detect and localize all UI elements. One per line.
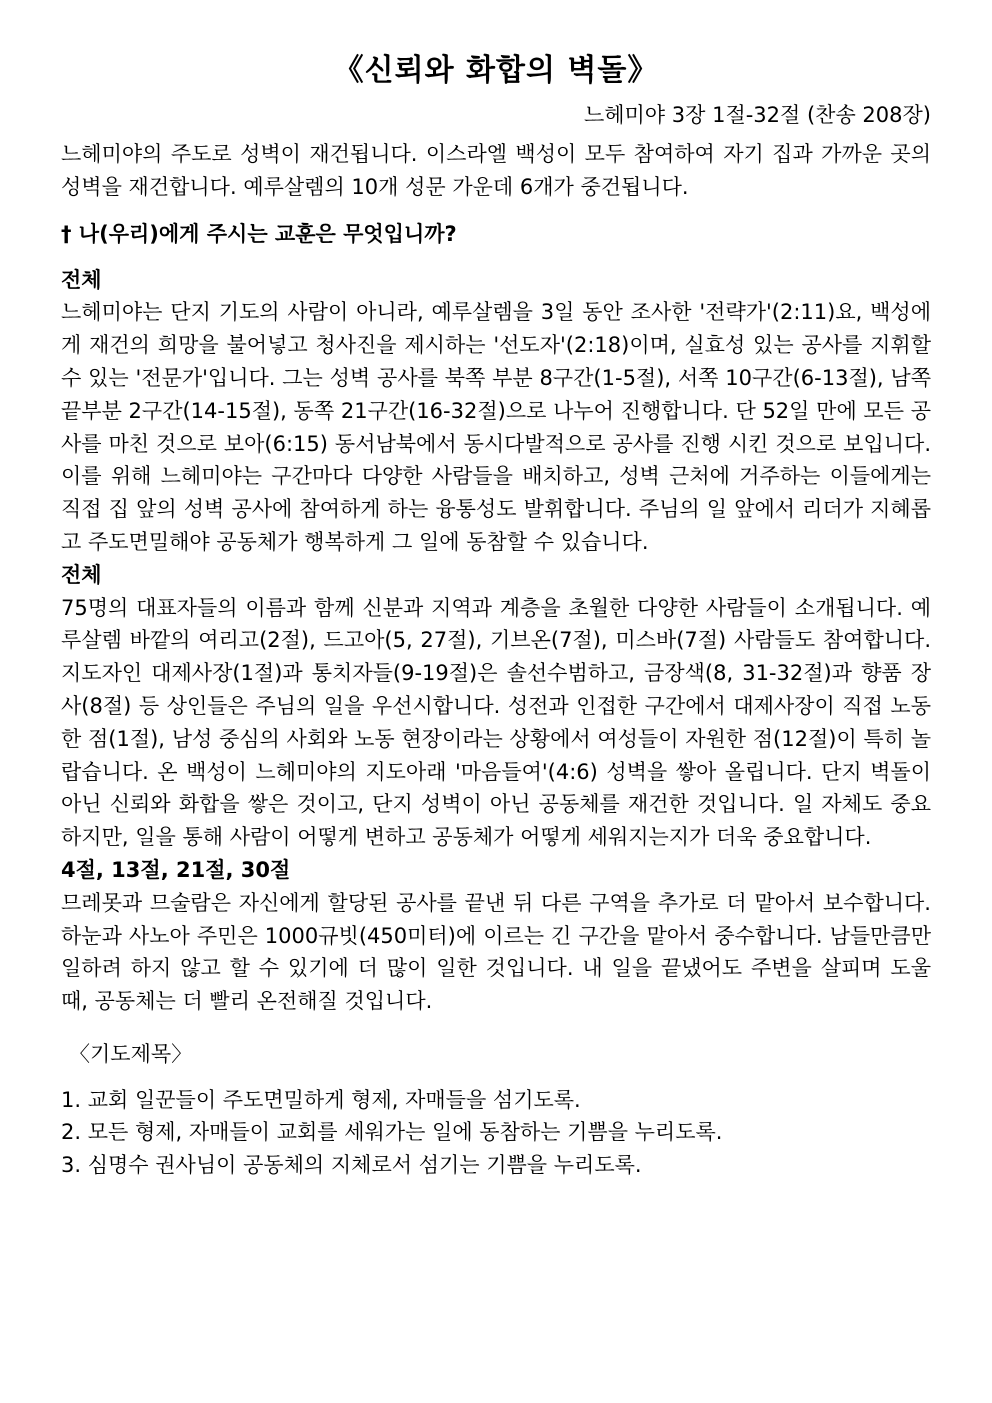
prayer-item: 2. 모든 형제, 자매들이 교회를 세워가는 일에 동참하는 기쁨을 누리도록.: [61, 1120, 723, 1145]
document-title: 《신뢰와 화합의 벽돌》: [333, 53, 659, 88]
prayer-item: 1. 교회 일꾼들이 주도면밀하게 형제, 자매들을 섬기도록.: [61, 1087, 581, 1112]
prayer-title: 〈기도제목〉: [69, 1041, 193, 1066]
prayer-item: 3. 심명수 권사님이 공동체의 지체로서 섬기는 기쁨을 누리도록.: [61, 1152, 642, 1177]
section-heading: 전체: [61, 267, 102, 292]
lesson-question: † 나(우리)에게 주시는 교훈은 무엇입니까?: [61, 221, 457, 246]
section-3: [61, 854, 931, 1018]
intro-paragraph: 느헤미야의 주도로 성벽이 재건됩니다. 이스라엘 백성이 모두 참여하여 자기 집과 가까운 곳의 성벽을 재건합니다. 예루살렘의 10개 성문 가운데 6개가 중건됩니다.: [61, 142, 931, 199]
section-heading: 4절, 13절, 21절, 30절: [61, 857, 291, 882]
section-1: [61, 264, 931, 559]
section-body: 므레못과 므술람은 자신에게 할당된 공사를 끝낸 뒤 다른 구역을 추가로 더 맡아서 보수합니다. 하눈과 사노아 주민은 1000규빗(450미터)에 이르는 긴 구간을 맡아서 중수합니다. 남들만큼만 일하려 하지 않고 할 수 있기에 더 많이 일한 것입니다. 내 일을 끝냈어도 주변을 살피며 도울 때, 공동체는 더 빨리 온전해질 것입니다.: [61, 890, 931, 1014]
section-2: [61, 559, 931, 854]
section-heading: 전체: [61, 562, 102, 587]
document-page: [61, 50, 931, 1181]
scripture-reference: 느헤미야 3장 1절-32절 (찬송 208장): [583, 103, 931, 127]
section-body: 75명의 대표자들의 이름과 함께 신분과 지역과 계층을 초월한 다양한 사람들이 소개됩니다. 예루살렘 바깥의 여리고(2절), 드고아(5, 27절), 기브온(7절), 미스바(7절) 사람들도 참여합니다. 지도자인 대제사장(1절)과 통치자들(9-19절)은 솔선수범하고, 금장색(8, 31-32절)과 향품 장사(8절) 등 상인들은 주님의 일을 우선시합니다. 성전과 인접한 구간에서 대제사장이 직접 노동한 점(1절), 남성 중심의 사회와 노동 현장이라는 상황에서 여성들이 자원한 점(12절)이 특히 놀랍습니다. 온 백성이 느헤미야의 지도아래 '마음들여'(4:6) 성벽을 쌓아 올립니다. 단지 벽돌이 아닌 신뢰와 화합을 쌓은 것이고, 단지 성벽이 아닌 공동체를 재건한 것입니다. 일 자체도 중요하지만, 일을 통해 사람이 어떻게 변하고 공동체가 어떻게 세워지는지가 더욱 중요합니다.: [61, 595, 931, 850]
prayer-list: [61, 1084, 931, 1182]
spacer: [61, 204, 931, 218]
section-body: 느헤미야는 단지 기도의 사람이 아니라, 예루살렘을 3일 동안 조사한 '전략가'(2:11)요, 백성에게 재건의 희망을 불어넣고 청사진을 제시하는 '선도자'(2:18)이며, 실효성 있는 공사를 지휘할 수 있는 '전문가'입니다. 그는 성벽 공사를 북쪽 부분 8구간(1-5절), 서쪽 10구간(6-13절), 남쪽 끝부분 2구간(14-15절), 동쪽 21구간(16-32절)으로 나누어 진행합니다. 단 52일 만에 모든 공사를 마친 것으로 보아(6:15) 동서남북에서 동시다발적으로 공사를 진행 시킨 것으로 보입니다. 이를 위해 느헤미야는 구간마다 다양한 사람들을 배치하고, 성벽 근처에 거주하는 이들에게는 직접 집 앞의 성벽 공사에 참여하게 하는 융통성도 발휘합니다. 주님의 일 앞에서 리더가 지혜롭고 주도면밀해야 공동체가 행복하게 그 일에 동참할 수 있습니다.: [61, 300, 931, 554]
